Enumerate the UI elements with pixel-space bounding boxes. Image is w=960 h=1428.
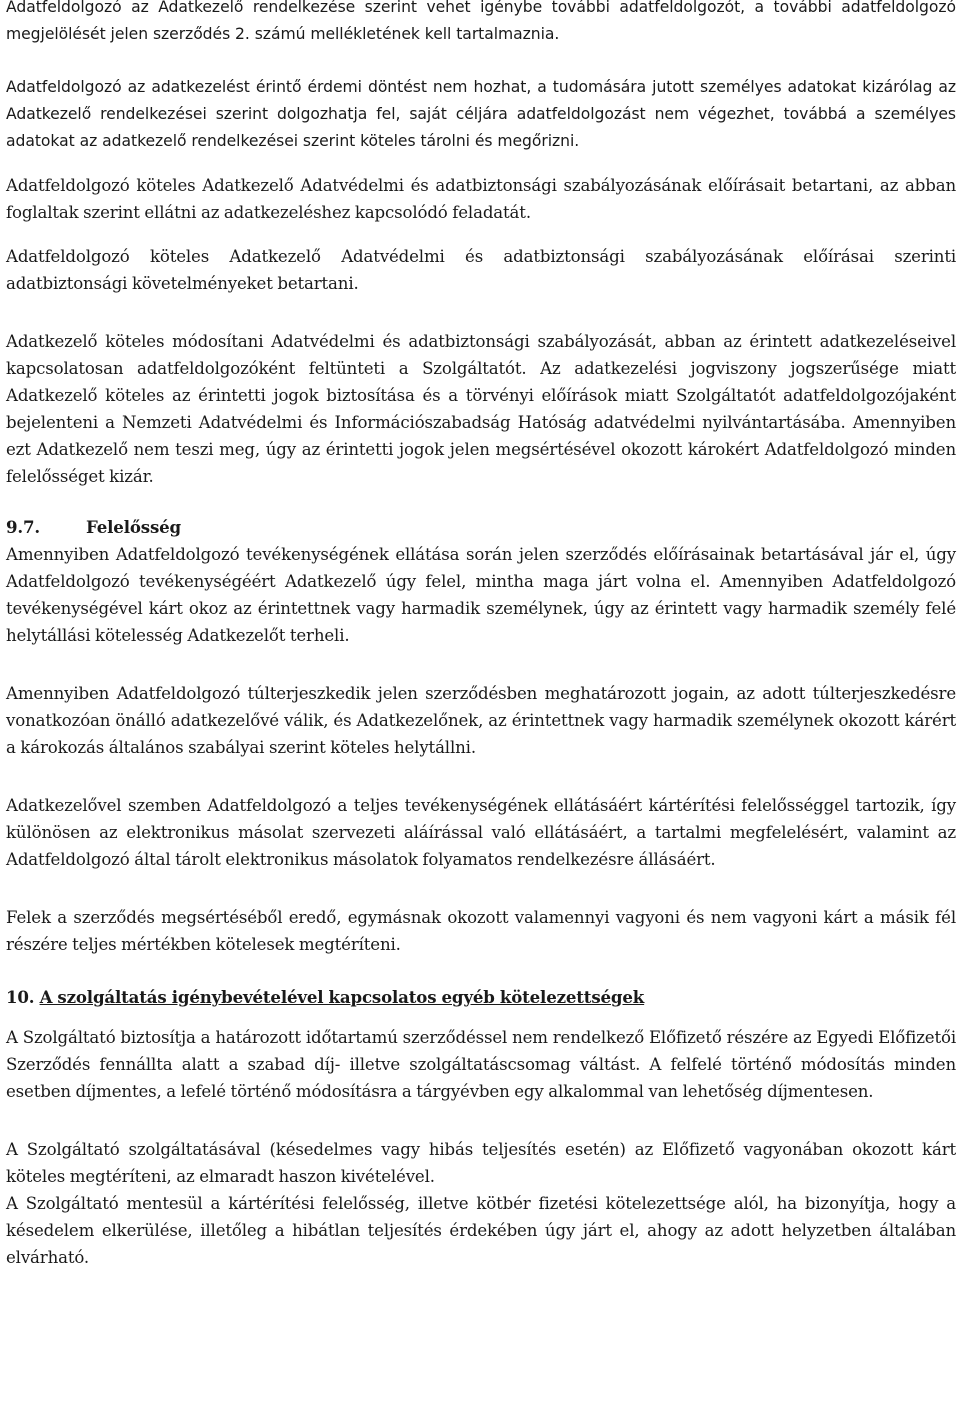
paragraph-package-change: A Szolgáltató biztosítja a határozott időtartamú szerződéssel nem rendelkező Előfizető részére az Egyedi Előfizetői Szerződés fennállta alatt a szabad díj- illetve szolgáltatáscsomag váltást. A felfelé történő módosítás minden esetben díjmentes, a lefelé történő módosításra a tárgyévben egy alkalommal van lehetőség díjmentesen. — [6, 1028, 956, 1101]
section-title: Felelősség — [86, 517, 182, 537]
paragraph-damage-compensation: A Szolgáltató szolgáltatásával (késedelmes vagy hibás teljesítés esetén) az Előfizető vagyonában okozott kárt köteles megtéríteni, az elmaradt haszon kivételével. — [6, 1140, 956, 1186]
section-heading-10 — [6, 984, 956, 1011]
section-number: 10. — [6, 987, 35, 1007]
paragraph-damages-responsibility: Adatkezelővel szemben Adatfeldolgozó a teljes tevékenységének ellátásáért kártérítési felelősséggel tartozik, így különösen az elektronikus másolat szervezeti aláírással való ellátásáért, a tartalmi megfelelésért, valamint az Adatfeldolgozó által tárolt elektronikus másolatok folyamatos rendelkezésre állásáért. — [6, 796, 956, 869]
document-page — [6, 0, 956, 1271]
paragraph-security-requirements: Adatfeldolgozó köteles Adatkezelő Adatvédelmi és adatbiztonsági szabályozásának előírásai szerinti adatbiztonsági követelményeket betartani. — [6, 247, 956, 293]
paragraph-liability: Amennyiben Adatfeldolgozó tevékenységének ellátása során jelen szerződés előírásainak betartásával jár el, úgy Adatfeldolgozó tevékenységéért Adatkezelő úgy felel, mintha maga járt volna el. Amennyiben Adatfeldolgozó tevékenységével kárt okoz az érintettnek vagy harmadik személynek, úgy az érintett vagy harmadik személy felé helytállási kötelesség Adatkezelőt terheli. — [6, 545, 956, 645]
section-heading-9-7 — [6, 514, 956, 541]
paragraph-data-protection-rules: Adatfeldolgozó köteles Adatkezelő Adatvédelmi és adatbiztonsági szabályozásának előírásait betartani, az abban foglaltak szerint ellátni az adatkezeléshez kapcsolódó feladatát. — [6, 176, 956, 222]
section-title: A szolgáltatás igénybevételével kapcsolatos egyéb kötelezettségek — [39, 987, 645, 1007]
paragraph-subprocessor: Adatfeldolgozó az Adatkezelő rendelkezése szerint vehet igénybe további adatfeldolgozót, a további adatfeldolgozó megjelölését jelen szerződés 2. számú mellékletének kell tartalmaznia. — [6, 0, 956, 43]
paragraph-processing-decisions: Adatfeldolgozó az adatkezelést érintő érdemi döntést nem hozhat, a tudomására jutott személyes adatokat kizárólag az Adatkezelő rendelkezései szerint dolgozhatja fel, saját céljára adatfeldolgozást nem végezhet, továbbá a személyes adatokat az adatkezelő rendelkezései szerint köteles tárolni és megőrizni. — [6, 78, 956, 150]
paragraph-overreach: Amennyiben Adatfeldolgozó túlterjeszkedik jelen szerződésben meghatározott jogain, az adott túlterjeszkedésre vonatkozóan önálló adatkezelővé válik, és Adatkezelőnek, az érintettnek vagy harmadik személynek okozott kárért a károkozás általános szabályai szerint köteles helytállni. — [6, 684, 956, 757]
paragraph-controller-obligations: Adatkezelő köteles módosítani Adatvédelmi és adatbiztonsági szabályozását, abban az érintett adatkezeléseivel kapcsolatosan adatfeldolgozóként feltünteti a Szolgáltatót. Az adatkezelési jogviszony jogszerűsége miatt Adatkezelő köteles az érintetti jogok biztosítása és a törvényi előírások miatt Szolgáltatót adatfeldolgozójaként bejelenteni a Nemzeti Adatvédelmi és Információszabadság Hatóság adatvédelmi nyilvántartásába. Amennyiben ezt Adatkezelő nem teszi meg, úgy az érintetti jogok jelen megsértésével okozott károkért Adatfeldolgozó minden felelősséget kizár. — [6, 332, 956, 486]
paragraph-liability-exemption: A Szolgáltató mentesül a kártérítési felelősség, illetve kötbér fizetési kötelezettsége alól, ha bizonyítja, hogy a késedelem elkerülése, illetőleg a hibátlan teljesítés érdekében úgy járt el, ahogy az adott helyzetben általában elvárható. — [6, 1194, 956, 1267]
section-number: 9.7. — [6, 517, 41, 537]
paragraph-mutual-damages: Felek a szerződés megsértéséből eredő, egymásnak okozott valamennyi vagyoni és nem vagyoni kárt a másik fél részére teljes mértékben kötelesek megtéríteni. — [6, 908, 956, 954]
